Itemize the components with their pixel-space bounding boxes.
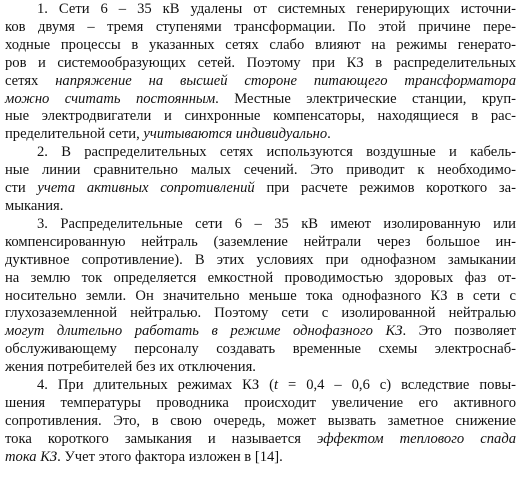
text-line — [5, 37, 516, 55]
paragraph — [5, 144, 516, 216]
text-line — [5, 55, 516, 73]
text-line — [5, 180, 516, 198]
paragraph — [5, 377, 516, 467]
paragraph — [5, 216, 516, 377]
italic-text: тока КЗ — [5, 448, 58, 465]
text-segment: ные электродвигатели и синхронные компенсаторы, находящиеся в рас- — [5, 108, 516, 125]
text-line — [5, 413, 516, 431]
text-line — [5, 1, 516, 19]
text-segment: . Учет этого фактора изложен в [14]. — [57, 448, 283, 465]
text-line — [5, 198, 516, 216]
text-segment: ков двумя – тремя ступенями трансформации. По этой причине пере- — [5, 18, 516, 35]
text-segment: . — [327, 126, 331, 143]
text-segment: тока короткого замыкания и называется — [5, 430, 317, 447]
text-segment: . Местные электрические станции, круп- — [215, 90, 516, 107]
text-segment: сетях — [5, 72, 56, 89]
text-segment: ходные процессы в указанных сетях слабо влияют на режимы генерато- — [5, 36, 516, 53]
italic-text: t — [274, 377, 279, 394]
text-line — [5, 144, 516, 162]
text-segment: сопротивления. Это, в свою очередь, может вызвать заметное снижение — [5, 412, 516, 429]
text-segment: дуктивное сопротивление). В этих условиях при однофазном замыкании — [5, 251, 516, 268]
text-line — [5, 252, 516, 270]
text-segment: при расчете режимов короткого за- — [254, 180, 516, 197]
text-segment: . Это позволяет — [402, 323, 516, 340]
paragraph — [5, 1, 516, 144]
text-segment: пределительной сети, — [5, 126, 144, 143]
text-line — [5, 108, 516, 126]
text-segment: жения потребителей без их отключения. — [5, 359, 256, 376]
text-line — [5, 305, 516, 323]
text-line — [5, 73, 516, 91]
text-segment: ров и системообразующих сетей. Поэтому при КЗ в распределительных — [5, 54, 516, 71]
italic-text: учитываются индивидуально — [143, 126, 328, 143]
text-line — [5, 234, 516, 252]
text-segment: компенсированную нейтраль (заземление нейтрали через большое ин- — [5, 233, 516, 250]
text-line — [5, 395, 516, 413]
text-line — [5, 162, 516, 180]
italic-text: могут длительно работать в режиме однофазного КЗ — [5, 323, 403, 340]
text-segment: глухозаземленной нейтралью. Поэтому сети с изолированной нейтралью — [5, 305, 516, 322]
italic-text: учета активных сопротивлений — [37, 180, 255, 197]
text-line — [5, 91, 516, 109]
text-segment: = 0,4 – 0,6 с) вследствие повы- — [278, 377, 516, 394]
text-segment: мыкания. — [5, 197, 64, 214]
text-segment: сти — [5, 180, 38, 197]
text-line — [5, 126, 516, 144]
text-line — [5, 288, 516, 306]
text-segment: на землю ток определяется емкостной проводимостью здоровых фаз от- — [5, 269, 516, 286]
text-line — [5, 270, 516, 288]
text-line — [5, 216, 516, 234]
text-line — [5, 341, 516, 359]
text-line — [5, 377, 516, 395]
text-line — [5, 19, 516, 37]
text-line — [5, 359, 516, 377]
italic-text: эффектом теплового спада — [316, 430, 516, 447]
document-body — [5, 1, 516, 467]
text-segment: шения температуры проводника происходит увеличение его активного — [5, 394, 516, 411]
text-line — [5, 449, 516, 467]
text-segment: 3. Распределительные сети 6 – 35 кВ имеют изолированную или — [37, 215, 516, 232]
text-segment: 2. В распределительных сетях используются воздушные и кабель- — [37, 144, 516, 161]
text-segment: обслуживающему персоналу создавать временные схемы электроснаб- — [5, 341, 516, 358]
text-segment: носительно земли. Он значительно меньше тока однофазного КЗ в сети с — [5, 287, 516, 304]
text-segment: 4. При длительных режимах КЗ ( — [37, 377, 275, 394]
italic-text: напряжение на высшей стороне питающего трансформатора — [55, 72, 516, 89]
italic-text: можно считать постоянным — [5, 90, 216, 107]
text-line — [5, 323, 516, 341]
text-line — [5, 431, 516, 449]
text-segment: 1. Сети 6 – 35 кВ удалены от системных генерирующих источни- — [37, 1, 516, 17]
text-segment: ные линии сравнительно малых сечений. Это приводит к необходимо- — [5, 162, 516, 179]
